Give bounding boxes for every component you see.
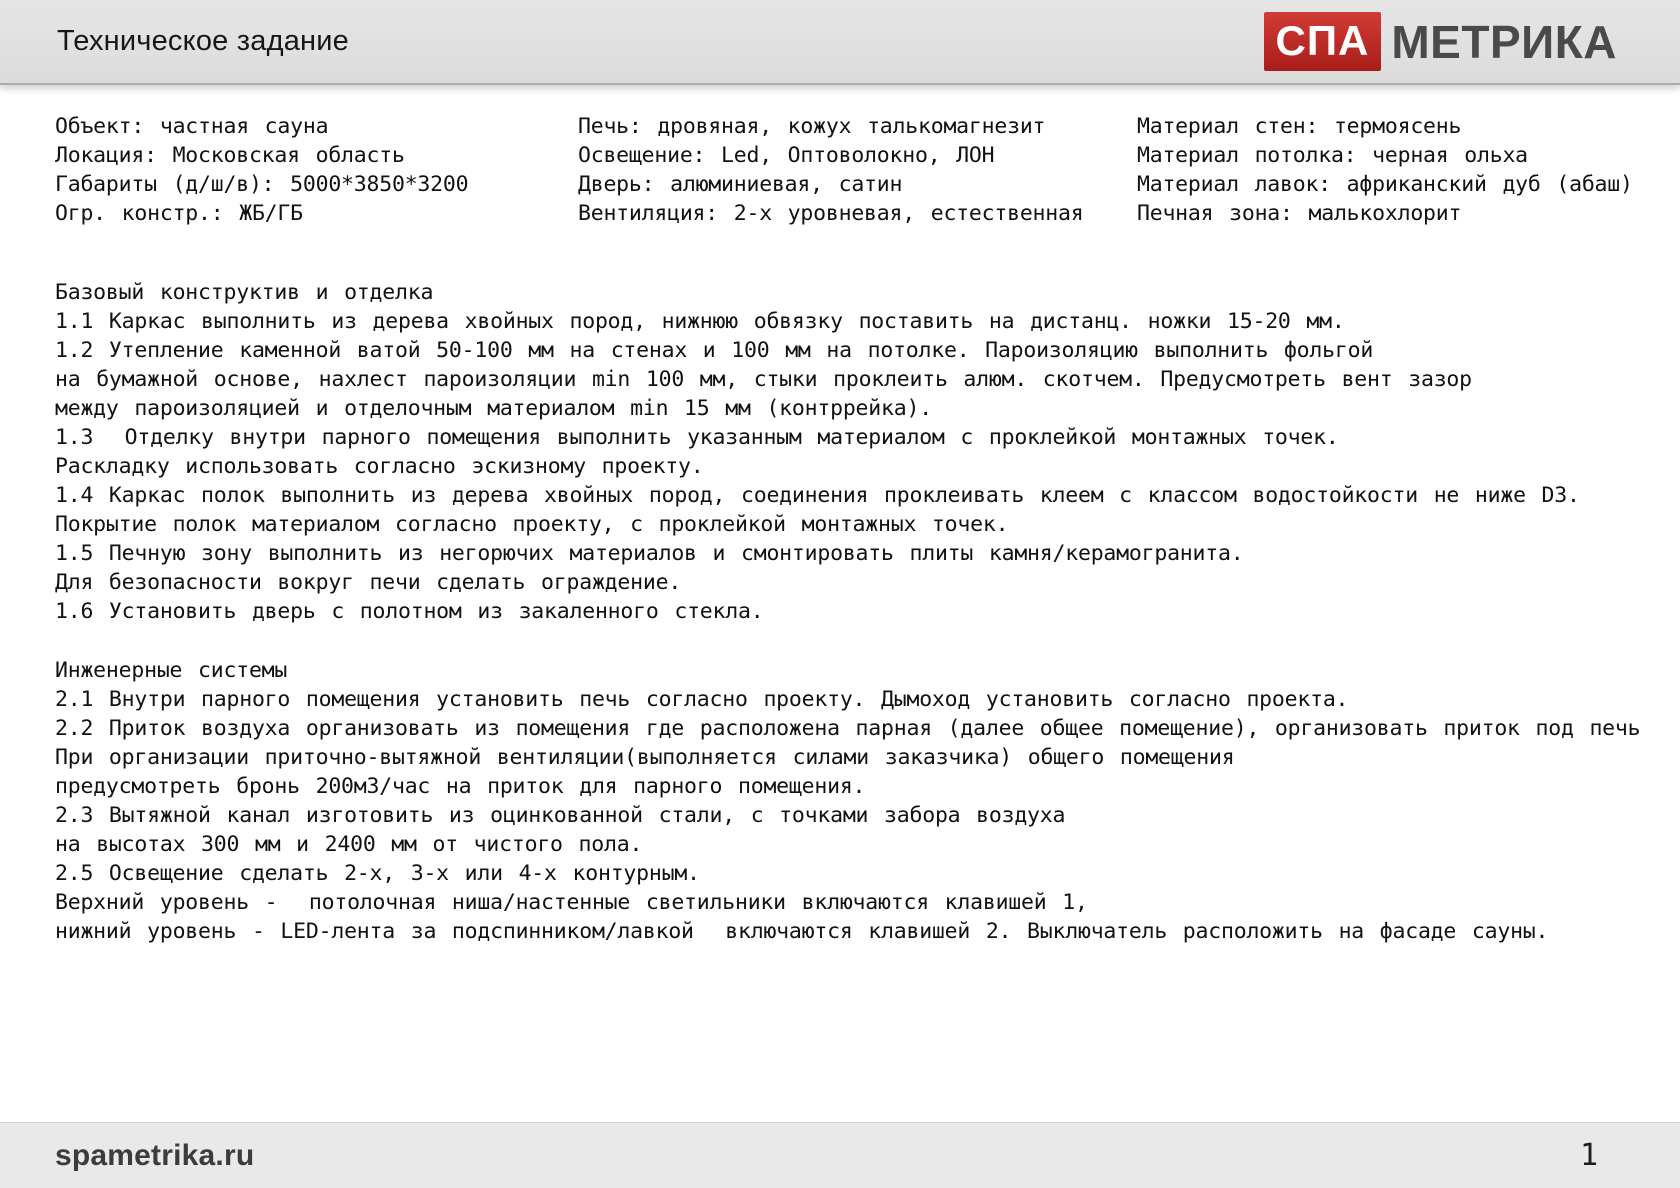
page-title: Техническое задание: [57, 25, 349, 57]
logo-metrika-text: МЕТРИКА: [1391, 15, 1617, 68]
body-line: 1.4 Каркас полок выполнить из дерева хвойных пород, соединения проклеивать клеем с классом водостойкости не ниже D3.: [55, 483, 1580, 508]
body-line: Покрытие полок материалом согласно проекту, с проклейкой монтажных точек.: [55, 512, 1009, 537]
body-line: 2.1 Внутри парного помещения установить печь согласно проекту. Дымоход установить согласно проекта.: [55, 687, 1349, 712]
section-heading: Базовый конструктив и отделка: [55, 280, 434, 305]
footer-bar: [0, 1122, 1680, 1188]
spec-line: Объект: частная сауна: [55, 114, 329, 139]
spec-summary: [0, 85, 1680, 228]
spec-line: Локация: Московская область: [55, 143, 405, 168]
spec-column-materials: [1137, 112, 1680, 228]
body-line: 1.2 Утепление каменной ватой 50-100 мм на стенах и 100 мм на потолке. Пароизоляцию выполнить фольгой: [55, 338, 1374, 363]
body-line: 2.2 Приток воздуха организовать из помещения где расположена парная (далее общее помещение), организовать приток под печь: [55, 716, 1641, 741]
body-line: 1.1 Каркас выполнить из дерева хвойных пород, нижнюю обвязку поставить на дистанц. ножки 15-20 мм.: [55, 309, 1345, 334]
section-construction: [55, 278, 1680, 626]
page-number: 1: [1579, 1138, 1598, 1173]
body-line: нижний уровень - LED-лента за подспинником/лавкой включаются клавишей 2. Выключатель расположить на фасаде сауны.: [55, 919, 1549, 944]
body-line: между пароизоляцией и отделочным материалом min 15 мм (контррейка).: [55, 396, 932, 421]
spec-line: Печная зона: малькохлорит: [1137, 201, 1462, 226]
spec-line: Габариты (д/ш/в): 5000*3850*3200: [55, 172, 469, 197]
company-logo: [1264, 12, 1618, 71]
body-line: 2.3 Вытяжной канал изготовить из оцинкованной стали, с точками забора воздуха: [55, 803, 1066, 828]
spec-line: Дверь: алюминиевая, сатин: [578, 172, 903, 197]
body-line: Верхний уровень - потолочная ниша/настенные светильники включаются клавишей 1,: [55, 890, 1088, 915]
spec-line: Материал лавок: африканский дуб (абаш): [1137, 172, 1633, 197]
body-line: на высотах 300 мм и 2400 мм от чистого пола.: [55, 832, 643, 857]
spec-line: Вентиляция: 2-х уровневая, естественная: [578, 201, 1084, 226]
spec-line: Печь: дровяная, кожух талькомагнезит: [578, 114, 1046, 139]
section-heading: Инженерные системы: [55, 658, 288, 683]
body-line: 1.3 Отделку внутри парного помещения выполнить указанным материалом с проклейкой монтажных точек.: [55, 425, 1339, 450]
footer-website: spametrika.ru: [55, 1138, 255, 1172]
spec-line: Огр. констр.: ЖБ/ГБ: [55, 201, 303, 226]
spec-line: Материал стен: термоясень: [1137, 114, 1462, 139]
body-line: 1.5 Печную зону выполнить из негорючих материалов и смонтировать плиты камня/керамогранита.: [55, 541, 1244, 566]
spec-column-object: [55, 112, 578, 228]
body-line: предусмотреть бронь 200м3/час на приток для парного помещения.: [55, 774, 866, 799]
spec-line: Освещение: Led, Оптоволокно, ЛОН: [578, 143, 995, 168]
body-line: При организации приточно-вытяжной вентиляции(выполняется силами заказчика) общего помещения: [55, 745, 1235, 770]
section-engineering: [55, 656, 1680, 946]
body-line: Раскладку использовать согласно эскизному проекту.: [55, 454, 704, 479]
body-line: на бумажной основе, нахлест пароизоляции min 100 мм, стыки проклеить алюм. скотчем. Предусмотреть вент зазор: [55, 367, 1472, 392]
document-body: [0, 228, 1680, 946]
body-line: 1.6 Установить дверь с полотном из закаленного стекла.: [55, 599, 764, 624]
body-line: 2.5 Освещение сделать 2-х, 3-х или 4-х контурным.: [55, 861, 700, 886]
spec-column-equipment: [578, 112, 1137, 228]
spec-line: Материал потолка: черная ольха: [1137, 143, 1528, 168]
body-line: Для безопасности вокруг печи сделать ограждение.: [55, 570, 682, 595]
logo-spa-badge: СПА: [1264, 12, 1382, 71]
header-bar: [0, 0, 1680, 85]
